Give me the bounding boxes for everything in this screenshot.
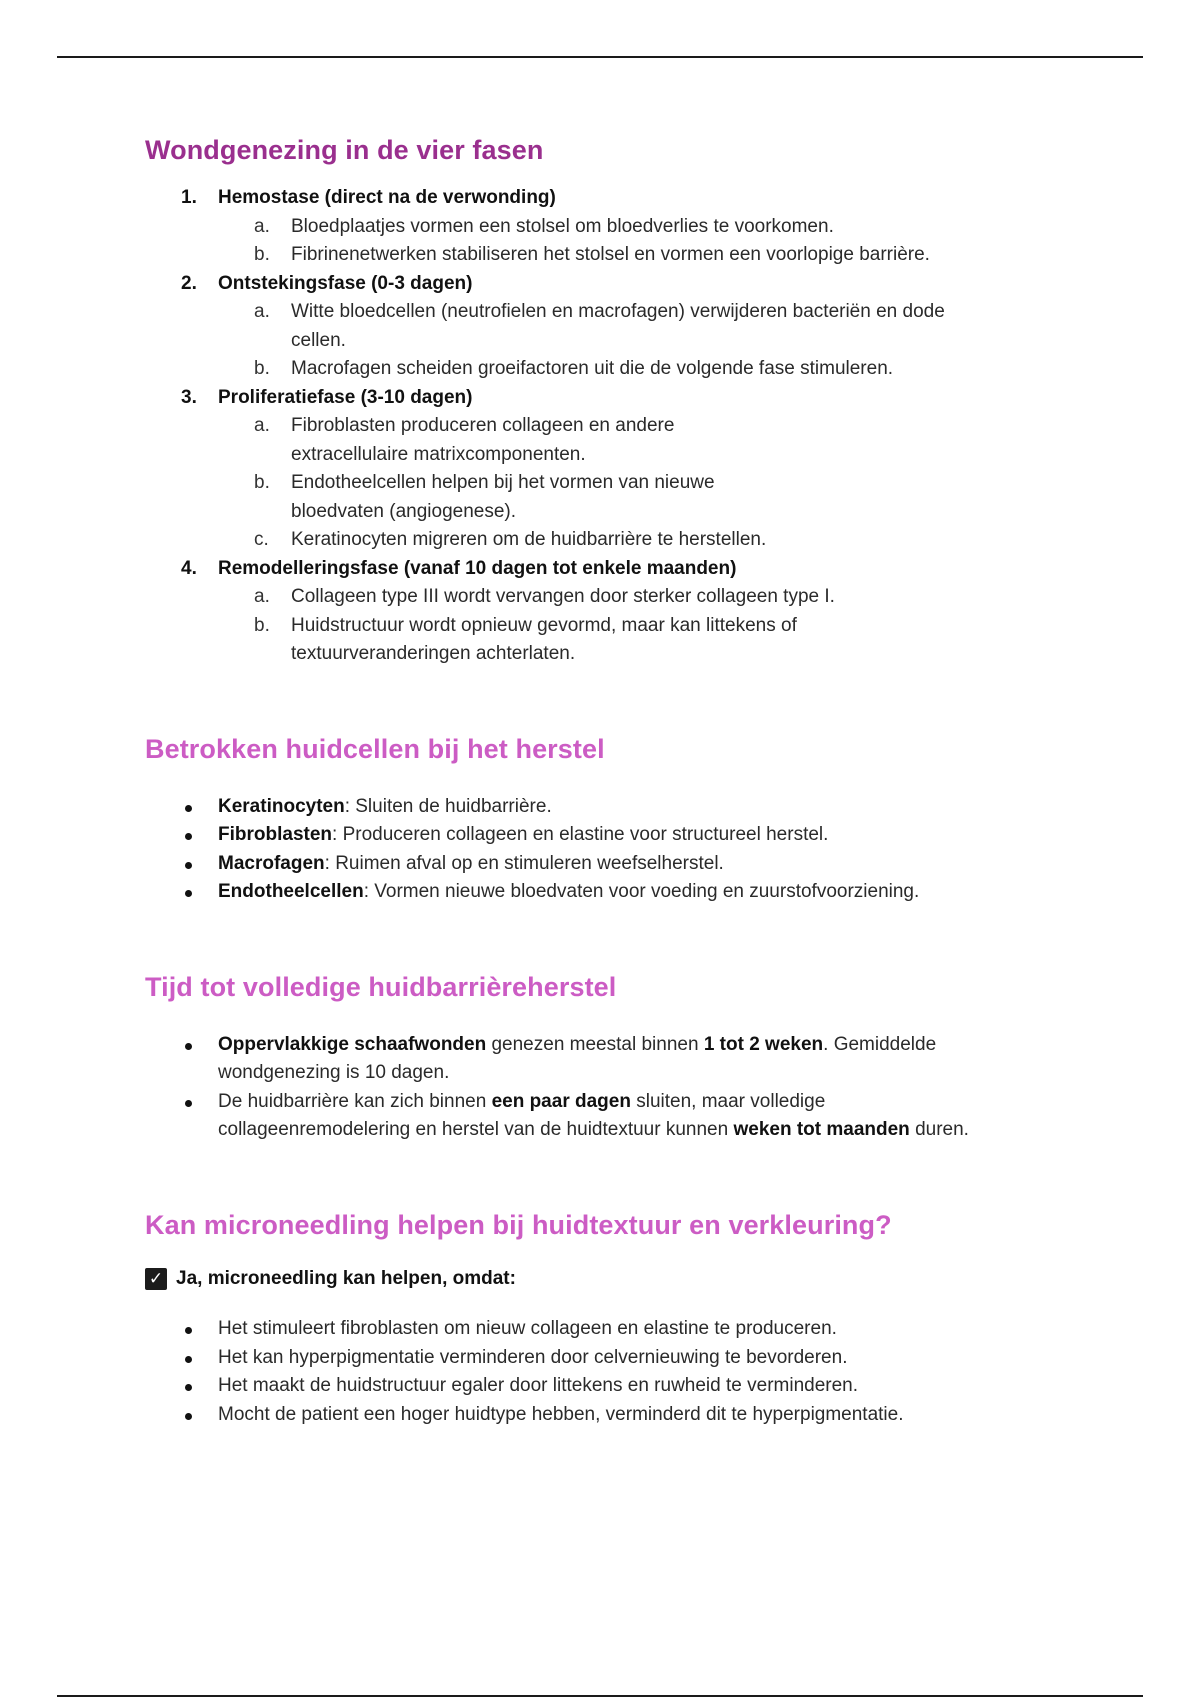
phase-title: Proliferatiefase (3-10 dagen): [218, 386, 473, 408]
sub-text: Witte bloedcellen (neutrofielen en macrofagen) verwijderen bacteriën en dode cellen.: [291, 301, 945, 351]
description: : Ruimen afval op en stimuleren weefselherstel.: [324, 852, 724, 874]
heading-herstel-tijd: Tijd tot volledige huidbarrièreherstel: [145, 971, 617, 1002]
text: duren.: [909, 1119, 969, 1140]
phase-item: [145, 555, 1045, 669]
footer-rule: [57, 1695, 1143, 1697]
list-item: [145, 1315, 1045, 1344]
sub-text: Keratinocyten migreren om de huidbarrière te herstellen.: [291, 529, 767, 550]
checkbox-icon: ✓: [145, 1268, 167, 1290]
bold-text: een paar dagen: [491, 1090, 631, 1112]
text: . Gemiddelde wondgenezing is 10 dagen.: [218, 1033, 937, 1083]
text: genezen meestal binnen: [486, 1033, 704, 1055]
sub-item: [218, 355, 1045, 384]
sub-letter: a.: [254, 215, 270, 237]
text: Het stimuleert fibroblasten om nieuw collageen en elastine te produceren.: [218, 1318, 837, 1339]
check-line: [145, 1265, 1045, 1294]
sub-text: Macrofagen scheiden groeifactoren uit die de volgende fase stimuleren.: [291, 358, 894, 379]
list-item: [145, 1088, 1045, 1145]
sub-letter: b.: [254, 614, 270, 636]
sub-item: [218, 241, 1045, 270]
phase-number: 2.: [181, 272, 197, 294]
term: Fibroblasten: [218, 824, 333, 845]
phase-number: 3.: [181, 386, 197, 408]
description: : Produceren collageen en elastine voor structureel herstel.: [332, 824, 829, 845]
list-item: [145, 1031, 1045, 1088]
list-item: [145, 878, 1045, 907]
list-item: [145, 793, 1045, 822]
bold-text: weken tot maanden: [733, 1119, 910, 1140]
text: Mocht de patient een hoger huidtype hebben, verminderd dit te hyperpigmentatie.: [218, 1403, 904, 1425]
phase-item: [145, 184, 1045, 270]
phase-number: 1.: [181, 187, 197, 208]
text: Het maakt de huidstructuur egaler door littekens en ruwheid te verminderen.: [218, 1375, 859, 1396]
check-label: Ja, microneedling kan helpen, omdat:: [176, 1267, 516, 1289]
phase-number: 4.: [181, 557, 197, 579]
sub-item: [218, 412, 1045, 469]
sub-item: [218, 298, 1045, 355]
bold-text: Oppervlakkige schaafwonden: [218, 1033, 487, 1055]
text: sluiten, maar volledige collageenremodelering en herstel van de huidtextuur kunnen: [218, 1090, 826, 1140]
heading-microneedling: Kan microneedling helpen bij huidtextuur en verkleuring?: [145, 1209, 892, 1240]
phases-list: [145, 184, 1045, 669]
phase-sublist: [218, 583, 1045, 669]
sub-text: Collageen type III wordt vervangen door sterker collageen type I.: [291, 586, 835, 607]
sub-item: [218, 583, 1045, 612]
text: Het kan hyperpigmentatie verminderen door celvernieuwing te bevorderen.: [218, 1346, 848, 1368]
term: Macrofagen: [218, 852, 325, 874]
sub-item: [218, 213, 1045, 242]
heading-huidcellen: Betrokken huidcellen bij het herstel: [145, 733, 605, 764]
sub-text: Bloedplaatjes vormen een stolsel om bloedverlies te voorkomen.: [291, 215, 834, 237]
sub-text: Fibrinenetwerken stabiliseren het stolsel en vormen een voorlopige barrière.: [291, 244, 930, 265]
sub-text: Huidstructuur wordt opnieuw gevormd, maar kan littekens of textuurveranderingen achterlaten.: [291, 614, 797, 664]
phase-item: [145, 270, 1045, 384]
list-item: [145, 1401, 1045, 1430]
huidcellen-list: [145, 793, 1045, 907]
description: : Sluiten de huidbarrière.: [344, 795, 552, 817]
list-item: [145, 821, 1045, 850]
sub-letter: b.: [254, 358, 270, 379]
term: Keratinocyten: [218, 795, 345, 817]
sub-item: [218, 526, 1045, 555]
heading-wondgenezing: Wondgenezing in de vier fasen: [145, 135, 544, 165]
phase-title: Remodelleringsfase (vanaf 10 dagen tot enkele maanden): [218, 557, 737, 579]
sub-letter: a.: [254, 301, 270, 322]
sub-letter: a.: [254, 415, 270, 436]
term: Endotheelcellen: [218, 881, 364, 902]
list-item: [145, 850, 1045, 879]
description: : Vormen nieuwe bloedvaten voor voeding en zuurstofvoorziening.: [363, 881, 920, 902]
phase-title: Hemostase (direct na de verwonding): [218, 187, 556, 208]
sub-item: [218, 612, 1045, 669]
sub-letter: c.: [254, 529, 269, 550]
phase-sublist: [218, 298, 1045, 384]
phase-sublist: [218, 412, 1045, 555]
sub-letter: b.: [254, 472, 270, 493]
herstel-tijd-list: [145, 1031, 1045, 1145]
sub-letter: a.: [254, 586, 270, 607]
microneedling-list: [145, 1315, 1045, 1429]
phase-title: Ontstekingsfase (0-3 dagen): [218, 272, 473, 294]
document-body: [145, 132, 1045, 1429]
sub-letter: b.: [254, 244, 270, 265]
header-rule: [57, 56, 1143, 58]
sub-text: Endotheelcellen helpen bij het vormen van nieuwe bloedvaten (angiogenese).: [291, 472, 715, 522]
text: De huidbarrière kan zich binnen: [218, 1090, 492, 1112]
sub-text: Fibroblasten produceren collageen en andere extracellulaire matrixcomponenten.: [291, 415, 675, 465]
sub-item: [218, 469, 1045, 526]
phase-sublist: [218, 213, 1045, 270]
phase-item: [145, 384, 1045, 555]
bold-text: 1 tot 2 weken: [703, 1033, 824, 1055]
list-item: [145, 1372, 1045, 1401]
list-item: [145, 1344, 1045, 1373]
